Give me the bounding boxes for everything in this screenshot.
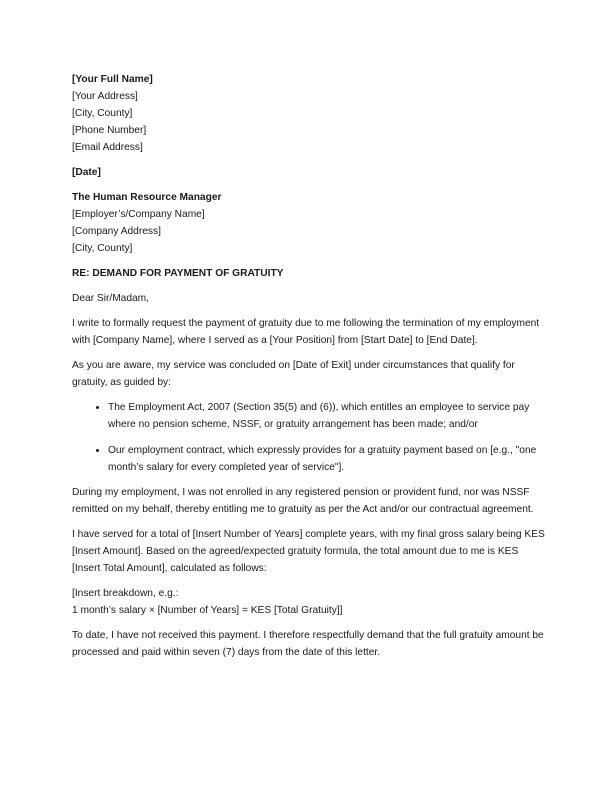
list-item: • Our employment contract, which expressly provides for a gratuity payment based on [e.g., "one month’s salary for every completed year of service"].: [108, 442, 546, 476]
list-item: • The Employment Act, 2007 (Section 35(5) and (6)), which entitles an employee to service pay where no pension scheme, NSSF, or gratuity arrangement has been made; and/or: [108, 399, 546, 433]
recipient-address: [Company Address]: [72, 226, 161, 237]
sender-city: [City, County]: [72, 108, 133, 119]
sender-address: [Your Address]: [72, 91, 138, 102]
service-paragraph: As you are aware, my service was concluded on [Date of Exit] under circumstances that qualify for gratuity, as guided by:: [72, 360, 515, 388]
recipient-title: The Human Resource Manager: [72, 192, 222, 203]
recipient-city: [City, County]: [72, 243, 133, 254]
closing-paragraph: To date, I have not received this payment. I therefore respectfully demand that the full gratuity amount be processed and paid within seven (7) days from the date of this letter.: [72, 630, 544, 658]
intro-paragraph: I write to formally request the payment of gratuity due to me following the termination of my employment with [Company Name], where I served as a [Your Position] from [Start Date] to [End Date].: [72, 318, 540, 346]
sender-email: [Email Address]: [72, 142, 143, 153]
recipient-employer: [Employer’s/Company Name]: [72, 209, 205, 220]
breakdown-line-1: [Insert breakdown, e.g.:: [72, 588, 179, 599]
sender-block: [72, 71, 546, 156]
letter-date: [Date]: [72, 167, 101, 178]
breakdown-line-2: 1 month’s salary × [Number of Years] = KES [Total Gratuity]]: [72, 605, 343, 616]
letter-body: [72, 71, 546, 669]
salutation: Dear Sir/Madam,: [72, 293, 149, 304]
sender-name: [Your Full Name]: [72, 74, 153, 85]
subject-line: RE: DEMAND FOR PAYMENT OF GRATUITY: [72, 268, 284, 279]
grounds-list: [72, 399, 546, 476]
recipient-block: [72, 189, 546, 257]
pension-paragraph: During my employment, I was not enrolled in any registered pension or provident fund, nor was NSSF remitted on my behalf, thereby entitling me to gratuity as per the Act and/or our contractual agreement.: [72, 487, 534, 515]
breakdown-block: [72, 585, 546, 619]
sender-phone: [Phone Number]: [72, 125, 147, 136]
amount-paragraph: I have served for a total of [Insert Number of Years] complete years, with my final gross salary being KES [Insert Amount]. Based on the agreed/expected gratuity formula, the total amount due to me is KES [Insert Total Amount], calculated as follows:: [72, 529, 545, 574]
